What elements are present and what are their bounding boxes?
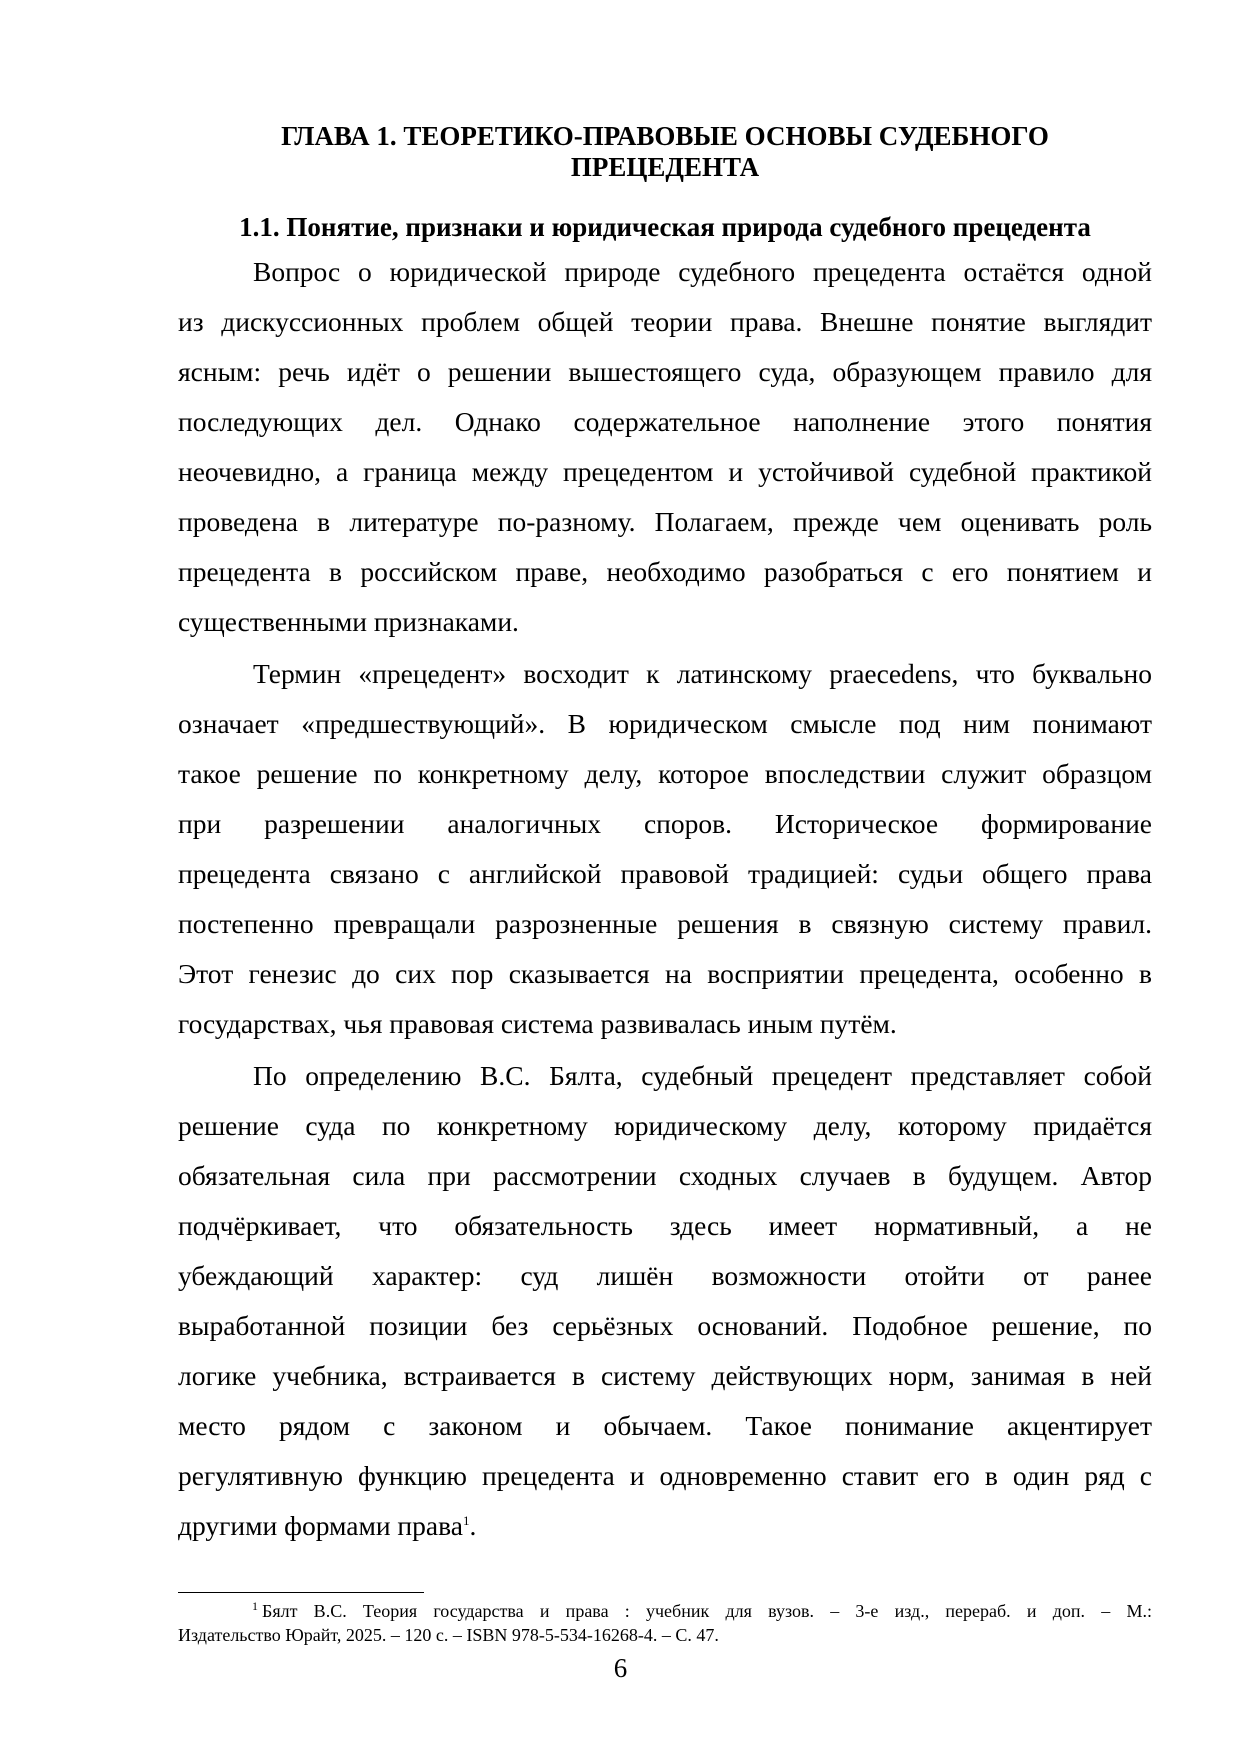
paragraph-line: место рядом с законом и обычаем. Такое понимание акцентирует	[178, 1410, 1152, 1441]
paragraph-line: проведена в литературе по-разному. Полагаем, прежде чем оценивать роль	[178, 506, 1152, 537]
paragraph-line: выработанной позиции без серьёзных оснований. Подобное решение, по	[178, 1310, 1152, 1341]
chapter-title-line-2: ПРЕЦЕДЕНТА	[570, 152, 760, 182]
paragraph-line: существенными признаками.	[178, 606, 519, 637]
footnote-line-2: Издательство Юрайт, 2025. – 120 с. – ISBN 978-5-534-16268-4. – С. 47.	[178, 1625, 719, 1645]
footnote-separator	[178, 1592, 424, 1593]
paragraph-line: Этот генезис до сих пор сказывается на восприятии прецедента, особенно в	[178, 958, 1152, 989]
paragraph-line: неочевидно, а граница между прецедентом и устойчивой судебной практикой	[178, 456, 1152, 487]
paragraph-last-line	[178, 1509, 476, 1543]
paragraph-line: регулятивную функцию прецедента и одновременно ставит его в один ряд с	[178, 1460, 1152, 1491]
footnote-reference[interactable]: 1	[462, 1513, 470, 1528]
paragraph-line-suffix: .	[469, 1510, 477, 1541]
paragraph-line: такое решение по конкретному делу, которое впоследствии служит образцом	[178, 758, 1152, 789]
paragraph-line: прецедента связано с английской правовой традицией: судьи общего права	[178, 858, 1152, 889]
paragraph-line-text: другими формами права	[178, 1510, 463, 1541]
paragraph-line: Вопрос о юридической природе судебного прецедента остаётся одной	[253, 256, 1152, 287]
paragraph-line: постепенно превращали разрозненные решения в связную систему правил.	[178, 908, 1152, 939]
paragraph-line: государствах, чья правовая система развивалась иным путём.	[178, 1008, 897, 1039]
paragraph-line: последующих дел. Однако содержательное наполнение этого понятия	[178, 406, 1152, 437]
paragraph-line: По определению В.С. Бялта, судебный прецедент представляет собой	[253, 1060, 1152, 1091]
paragraph-line: логике учебника, встраивается в систему действующих норм, занимая в ней	[178, 1360, 1152, 1391]
paragraph-line: обязательная сила при рассмотрении сходных случаев в будущем. Автор	[178, 1160, 1152, 1191]
paragraph-line: решение суда по конкретному юридическому делу, которому придаётся	[178, 1110, 1152, 1141]
footnote-number: 1	[252, 1599, 258, 1613]
paragraph-line: подчёркивает, что обязательность здесь имеет нормативный, а не	[178, 1210, 1152, 1241]
paragraph-line: из дискуссионных проблем общей теории права. Внешне понятие выглядит	[178, 306, 1152, 337]
page-number: 6	[613, 1653, 628, 1683]
paragraph-line: означает «предшествующий». В юридическом смысле под ним понимают	[178, 708, 1152, 739]
paragraph-line: убеждающий характер: суд лишён возможности отойти от ранее	[178, 1260, 1152, 1291]
paragraph-line: прецедента в российском праве, необходимо разобраться с его понятием и	[178, 556, 1152, 587]
paragraph-line: при разрешении аналогичных споров. Историческое формирование	[178, 808, 1152, 839]
footnote-text-1: Бялт В.С. Теория государства и права : учебник для вузов. – 3-е изд., перераб. и доп. – М.:	[262, 1601, 1152, 1621]
chapter-title-line-1: ГЛАВА 1. ТЕОРЕТИКО-ПРАВОВЫЕ ОСНОВЫ СУДЕБНОГО	[281, 121, 1049, 151]
section-title: 1.1. Понятие, признаки и юридическая природа судебного прецедента	[239, 212, 1091, 242]
footnote-line-1	[252, 1600, 1152, 1622]
paragraph-line: Термин «прецедент» восходит к латинскому praecedens, что буквально	[253, 658, 1152, 689]
paragraph-line: ясным: речь идёт о решении вышестоящего суда, образующем правило для	[178, 356, 1152, 387]
